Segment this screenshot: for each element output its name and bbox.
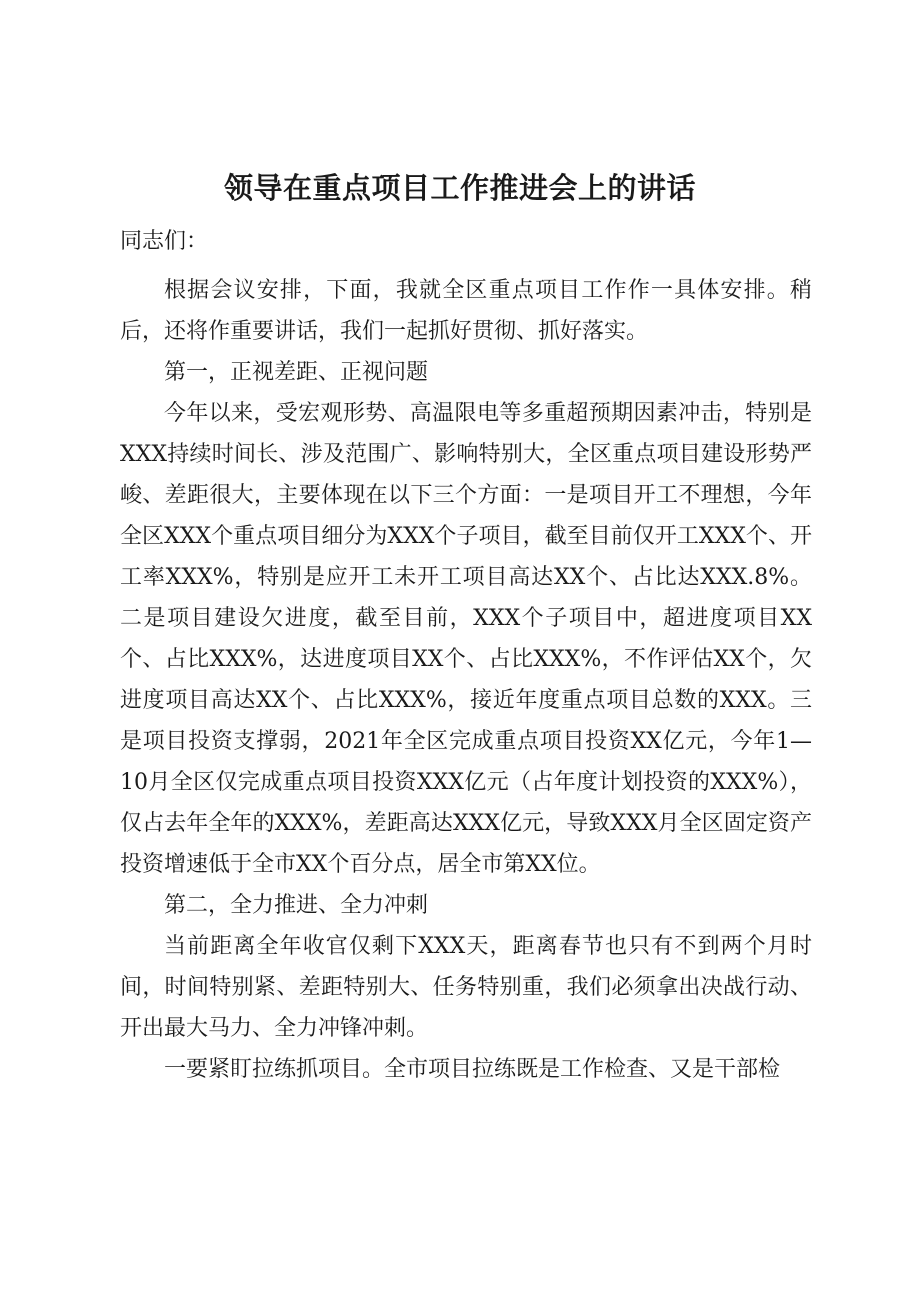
paragraph-urgency: 当前距离全年收官仅剩下XXX天，距离春节也只有不到两个月时间，时间特别紧、差距特别大、任务特别重，我们必须拿出决战行动、开出最大马力、全力冲锋冲刺。	[120, 934, 812, 1041]
paragraph-intro: 根据会议安排，下面，我就全区重点项目工作作一具体安排。稍后，还将作重要讲话，我们一起抓好贯彻、抓好落实。	[120, 278, 812, 344]
section-heading-first: 第一，正视差距、正视问题	[164, 360, 429, 385]
salutation: 同志们：	[120, 229, 209, 254]
paragraph-point-one: 一要紧盯拉练抓项目。全市项目拉练既是工作检查、又是干部检	[164, 1057, 781, 1082]
document-title: 领导在重点项目工作推进会上的讲话	[223, 171, 696, 205]
section-heading-second: 第二，全力推进、全力冲刺	[164, 893, 429, 918]
paragraph-problems: 今年以来，受宏观形势、高温限电等多重超预期因素冲击，特别是XXX持续时间长、涉及范围广、影响特别大，全区重点项目建设形势严峻、差距很大，主要体现在以下三个方面：一是项目开工不理想，今年全区XXX个重点项目细分为XXX个子项目，截至目前仅开工XXX个、开工率XXX%，特别是应开工未开工项目高达XX个、占比达XXX.8%。二是项目建设欠进度，截至目前，XXX个子项目中，超进度项目XX个、占比XXX%，达进度项目XX个、占比XXX%，不作评估XX个，欠进度项目高达XX个、占比XXX%，接近年度重点项目总数的XXX。三是项目投资支撑弱，2021年全区完成重点项目投资XX亿元，今年1—10月全区仅完成重点项目投资XXX亿元（占年度计划投资的XXX%），仅占去年全年的XXX%，差距高达XXX亿元，导致XXX月全区固定资产投资增速低于全市XX个百分点，居全市第XX位。	[120, 401, 812, 877]
document-body	[120, 221, 812, 1090]
